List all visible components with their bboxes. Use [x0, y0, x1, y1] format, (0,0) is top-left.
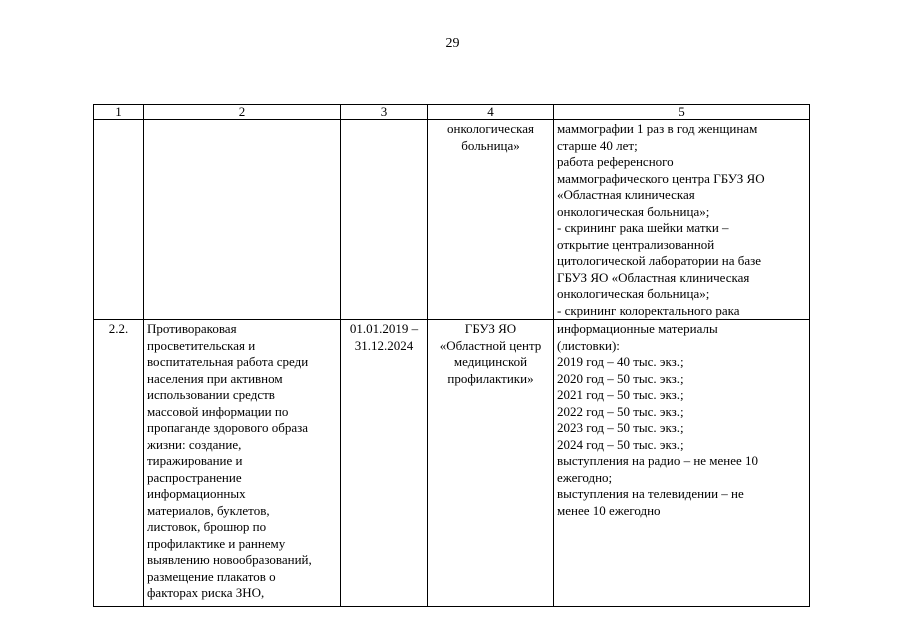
- period-end: 31.12.2024: [354, 337, 414, 353]
- activity-line: пропаганде здорового образа: [147, 420, 308, 435]
- result-line: старше 40 лет;: [557, 137, 638, 153]
- cell-number: 2.2.: [94, 320, 144, 607]
- result-line: онкологическая больница»;: [557, 203, 710, 219]
- result-line: ежегодно;: [557, 469, 613, 485]
- activity-line: использовании средств: [147, 387, 275, 402]
- activity-line: массовой информации по: [147, 403, 289, 419]
- executor-line: профилактики»: [447, 370, 534, 386]
- executor-line: ГБУЗ ЯО: [464, 321, 517, 336]
- cell-period: [341, 320, 428, 607]
- column-number-3: 3: [341, 105, 428, 120]
- result-line: 2019 год – 40 тыс. экз.;: [557, 354, 684, 369]
- result-line: работа референсного: [557, 154, 674, 169]
- result-line: - скрининг колоректального рака: [557, 302, 740, 318]
- cell-result: [554, 320, 810, 607]
- result-line: 2021 год – 50 тыс. экз.;: [557, 387, 684, 402]
- column-number-1: 1: [94, 105, 144, 120]
- result-line: выступления на телевидении – не: [557, 486, 744, 501]
- result-line: - скрининг рака шейки матки –: [557, 220, 729, 235]
- cell-number: [94, 120, 144, 320]
- activity-line: воспитательная работа среди: [147, 354, 309, 369]
- page-number: 29: [445, 36, 460, 51]
- result-line: ГБУЗ ЯО «Областная клиническая: [557, 269, 750, 285]
- column-number-2: 2: [144, 105, 341, 120]
- result-line: маммографического центра ГБУЗ ЯО: [557, 170, 765, 186]
- plan-table: [93, 104, 810, 607]
- cell-executor: [428, 120, 554, 320]
- activity-line: информационных: [147, 486, 246, 501]
- period-start: 01.01.2019 –: [349, 321, 419, 336]
- activity-line: населения при активном: [147, 370, 283, 386]
- cell-executor: [428, 320, 554, 607]
- result-line: менее 10 ежегодно: [557, 502, 661, 518]
- executor-line: медицинской: [453, 354, 528, 369]
- cell-activity: [144, 120, 341, 320]
- activity-line: распространение: [147, 469, 242, 485]
- activity-line: просветительская и: [147, 337, 256, 353]
- result-line: выступления на радио – не менее 10: [557, 453, 759, 468]
- executor-line: онкологическая: [447, 121, 534, 136]
- result-line: «Областная клиническая: [557, 187, 695, 202]
- activity-line: факторах риска ЗНО,: [147, 585, 265, 600]
- cell-period: [341, 120, 428, 320]
- activity-line: выявлению новообразований,: [147, 552, 312, 567]
- result-line: онкологическая больница»;: [557, 286, 710, 301]
- table-row-2-2: [94, 320, 810, 607]
- column-number-5: 5: [554, 105, 810, 120]
- result-line: 2024 год – 50 тыс. экз.;: [557, 436, 684, 452]
- activity-line: листовок, брошюр по: [147, 519, 267, 534]
- activity-line: жизни: создание,: [147, 436, 242, 452]
- column-number-4: 4: [428, 105, 554, 120]
- result-line: 2020 год – 50 тыс. экз.;: [557, 370, 684, 386]
- result-line: цитологической лаборатории на базе: [557, 253, 762, 268]
- result-line: маммографии 1 раз в год женщинам: [557, 121, 758, 136]
- cell-activity: [144, 320, 341, 607]
- table-row-continued: [94, 120, 810, 320]
- cell-result: [554, 120, 810, 320]
- activity-line: Противораковая: [147, 321, 237, 336]
- executor-line: больница»: [461, 137, 520, 153]
- result-line: открытие централизованной: [557, 236, 715, 252]
- result-line: информационные материалы: [557, 321, 718, 336]
- activity-line: тиражирование и: [147, 453, 243, 468]
- activity-line: профилактике и раннему: [147, 535, 286, 551]
- executor-line: «Областной центр: [439, 337, 542, 353]
- result-line: 2022 год – 50 тыс. экз.;: [557, 403, 684, 419]
- activity-line: материалов, буклетов,: [147, 502, 270, 518]
- result-line: 2023 год – 50 тыс. экз.;: [557, 420, 684, 435]
- column-number-row: [94, 105, 810, 120]
- result-line: (листовки):: [557, 337, 620, 353]
- activity-line: размещение плакатов о: [147, 568, 276, 584]
